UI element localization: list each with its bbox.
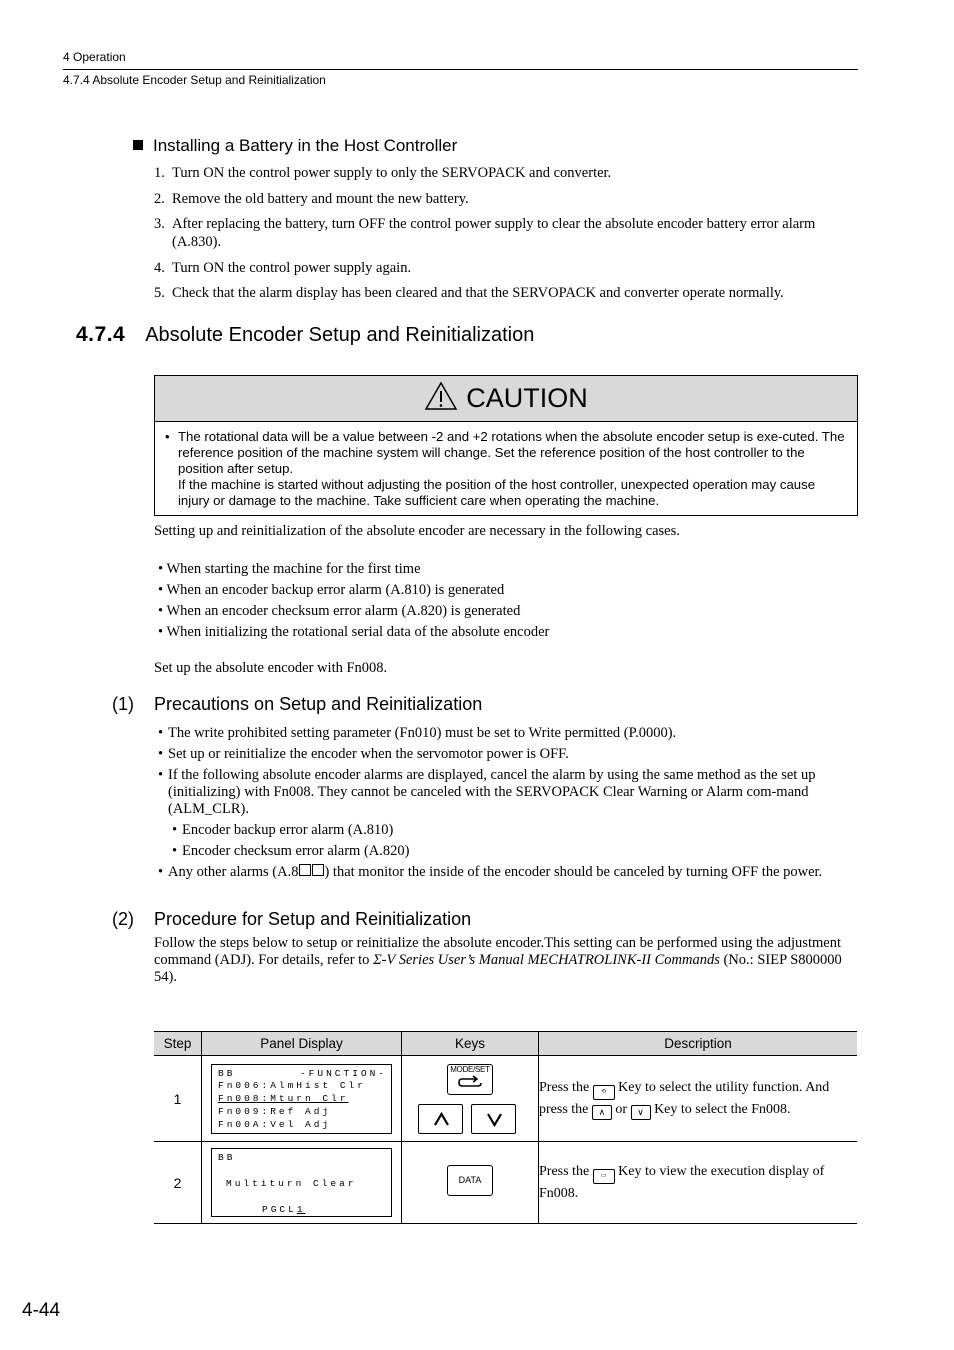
cycle-arrows-icon — [457, 1075, 483, 1089]
list-item: • When an encoder backup error alarm (A.810) is generated — [158, 582, 505, 598]
list-item — [154, 284, 854, 302]
step-number: 4. — [154, 259, 165, 276]
step-number: 1. — [154, 165, 165, 181]
header-panel-display: Panel Display — [202, 1032, 402, 1056]
panel-line-selected: Fn008:Mturn Clr — [218, 1093, 349, 1105]
panel-display-cell — [202, 1142, 402, 1224]
data-key[interactable]: DATA — [447, 1165, 493, 1196]
caution-header — [155, 376, 857, 422]
bullet: • — [165, 429, 170, 444]
battery-heading-text: Installing a Battery in the Host Controller — [153, 136, 458, 155]
desc-text: Key to select the Fn008. — [654, 1101, 791, 1117]
list-item: • The write prohibited setting parameter (Fn010) must be set to Write permitted (P.0000). — [158, 725, 677, 741]
step-number: 5. — [154, 285, 165, 301]
section-number: 4.7.4 — [76, 323, 126, 346]
precautions-list — [158, 725, 860, 885]
battery-steps-list — [154, 164, 854, 310]
list-item: • Encoder checksum error alarm (A.820) — [172, 843, 410, 859]
section-title — [76, 323, 534, 347]
list-item: • If the following absolute encoder alarms are displayed, cancel the alarm by using the same method as the set up (initializing) with Fn008. They cannot be canceled with the SERVOPACK Clear Warning or Alarm com-mand (ALM_CLR). — [158, 767, 816, 817]
list-item: • When starting the machine for the first time — [158, 561, 421, 577]
list-item: • When an encoder checksum error alarm (A.820) is generated — [158, 603, 521, 619]
table-row — [154, 1056, 857, 1142]
keys-cell — [402, 1056, 539, 1142]
data-key-icon: ▭ — [593, 1169, 615, 1184]
table-row — [154, 1142, 857, 1224]
desc-text: Key to view the execution display of Fn008. — [539, 1163, 825, 1201]
list-item — [154, 215, 854, 251]
step-number: 2. — [154, 190, 165, 207]
panel-mode: -FUNCTION- — [299, 1067, 387, 1079]
desc-text: Press the — [539, 1163, 590, 1179]
up-key-icon: ∧ — [592, 1105, 612, 1120]
item-text: The write prohibited setting parameter (Fn010) must be set to Write permitted (P.0000). — [168, 725, 677, 741]
item-text: ) that monitor the inside of the encoder should be canceled by turning OFF the power. — [324, 864, 823, 880]
header-step: Step — [154, 1032, 202, 1056]
mode-set-key-label: MODE/SET — [450, 1065, 490, 1074]
list-item: • When initializing the rotational serial data of the absolute encoder — [158, 624, 550, 640]
panel-status: BB — [218, 1067, 236, 1079]
desc-text: Key to select the utility function. And press the — [539, 1079, 830, 1117]
list-item — [154, 190, 854, 208]
intro-paragraph: Setting up and reinitialization of the absolute encoder are necessary in the following cases. — [154, 523, 680, 539]
running-header-chapter: 4 Operation — [63, 50, 126, 64]
desc-text: or — [615, 1101, 628, 1117]
warning-triangle-icon — [424, 380, 458, 425]
list-item — [154, 259, 854, 277]
list-item: • Any other alarms (A.8 ) that monitor the inside of the encoder should be canceled by turning OFF the power. — [158, 864, 823, 880]
subsection-number: (2) — [112, 909, 134, 929]
list-item: • Encoder backup error alarm (A.810) — [172, 822, 394, 838]
caution-box — [154, 375, 858, 516]
procedure-heading — [112, 909, 471, 930]
header-keys: Keys — [402, 1032, 539, 1056]
procedure-table — [154, 1031, 857, 1224]
panel-line: Multiturn Clear — [226, 1177, 357, 1189]
table-header-row — [154, 1032, 857, 1056]
case-text: When an encoder checksum error alarm (A.820) is generated — [166, 603, 521, 619]
text: Follow the steps below to setup or reinitialize the absolute encoder.This setting can be performed using the adjustment command (ADJ). For details, refer to — [154, 935, 841, 968]
item-text: Set up or reinitialize the encoder when the servomotor power is OFF. — [168, 746, 569, 762]
keys-cell — [402, 1142, 539, 1224]
list-item: • Set up or reinitialize the encoder when the servomotor power is OFF. — [158, 746, 569, 762]
square-bullet-icon — [133, 140, 143, 150]
step-text: Turn ON the control power supply again. — [172, 259, 412, 276]
panel-line: PGCL — [262, 1203, 297, 1215]
placeholder-box-icon — [312, 864, 324, 876]
mode-set-key[interactable] — [447, 1064, 493, 1095]
step-number: 3. — [154, 216, 165, 232]
step-text: Check that the alarm display has been cleared and that the SERVOPACK and converter operate normally. — [172, 285, 784, 301]
precautions-heading — [112, 694, 482, 715]
description-cell — [539, 1056, 858, 1142]
case-text: When an encoder backup error alarm (A.810) is generated — [166, 582, 505, 598]
panel-display — [211, 1148, 392, 1217]
battery-heading — [133, 136, 457, 156]
header-description: Description — [539, 1032, 858, 1056]
up-key[interactable] — [418, 1104, 463, 1134]
section-title-text: Absolute Encoder Setup and Reinitialization — [145, 324, 535, 346]
caution-text-1: The rotational data will be a value between -2 and +2 rotations when the absolute encoder setup is exe-cuted. The reference position of the machine system will change. Set the reference position of the host controller to the position after setup. — [178, 429, 845, 476]
text: (No.: SIEP S800000 54). — [154, 952, 842, 985]
item-text: Any other alarms (A.8 — [168, 864, 299, 880]
step-text: Remove the old battery and mount the new battery. — [172, 190, 469, 207]
case-text: When initializing the rotational serial data of the absolute encoder — [166, 624, 550, 640]
down-key-icon: ∨ — [631, 1105, 651, 1120]
running-header-section: 4.7.4 Absolute Encoder Setup and Reinitialization — [63, 73, 326, 87]
step-text: After replacing the battery, turn OFF the control power supply to clear the absolute encoder battery error alarm (A.830). — [172, 216, 816, 250]
panel-display — [211, 1064, 392, 1134]
panel-line: Fn00A:Vel Adj — [218, 1118, 332, 1130]
down-key[interactable] — [471, 1104, 516, 1134]
cases-list — [158, 559, 549, 643]
subsection-title: Precautions on Setup and Reinitialization — [154, 694, 483, 714]
mode-set-key-icon: ⟲ — [593, 1085, 615, 1100]
chevron-down-icon — [472, 1105, 517, 1133]
caution-body — [155, 422, 857, 509]
caution-title: CAUTION — [466, 383, 588, 413]
procedure-paragraph — [154, 935, 859, 986]
panel-line: Fn009:Ref Adj — [218, 1105, 332, 1117]
panel-status: BB — [218, 1152, 236, 1163]
panel-display-cell — [202, 1056, 402, 1142]
setup-line: Set up the absolute encoder with Fn008. — [154, 660, 388, 676]
panel-cursor: 1 — [296, 1203, 306, 1215]
page-number: 4-44 — [22, 1300, 61, 1321]
header-rule — [63, 69, 858, 70]
subsection-number: (1) — [112, 694, 134, 714]
subsection-title: Procedure for Setup and Reinitialization — [154, 909, 472, 929]
item-text: Encoder checksum error alarm (A.820) — [182, 843, 410, 859]
step-text: Turn ON the control power supply to only the SERVOPACK and converter. — [172, 165, 612, 181]
step-number: 1 — [154, 1056, 202, 1142]
step-number: 2 — [154, 1142, 202, 1224]
desc-text: Press the — [539, 1079, 590, 1095]
list-item — [154, 164, 854, 182]
description-cell — [539, 1142, 858, 1224]
placeholder-box-icon — [299, 864, 311, 876]
case-text: When starting the machine for the first time — [166, 561, 421, 577]
item-text: If the following absolute encoder alarms are displayed, cancel the alarm by using the same method as the set up (initializing) with Fn008. They cannot be canceled with the SERVOPACK Clear Warning or Alarm com-mand (ALM_CLR). — [168, 767, 816, 817]
manual-reference: Σ-V Series User’s Manual MECHATROLINK-II Commands — [373, 952, 720, 968]
panel-line: Fn006:AlmHist Clr — [218, 1080, 366, 1092]
caution-text-2: If the machine is started without adjusting the position of the host controller, unexpected operation may cause injury or damage to the machine. Take sufficient care when operating the machine. — [178, 477, 816, 508]
item-text: Encoder backup error alarm (A.810) — [182, 822, 394, 838]
chevron-up-icon — [419, 1105, 464, 1133]
